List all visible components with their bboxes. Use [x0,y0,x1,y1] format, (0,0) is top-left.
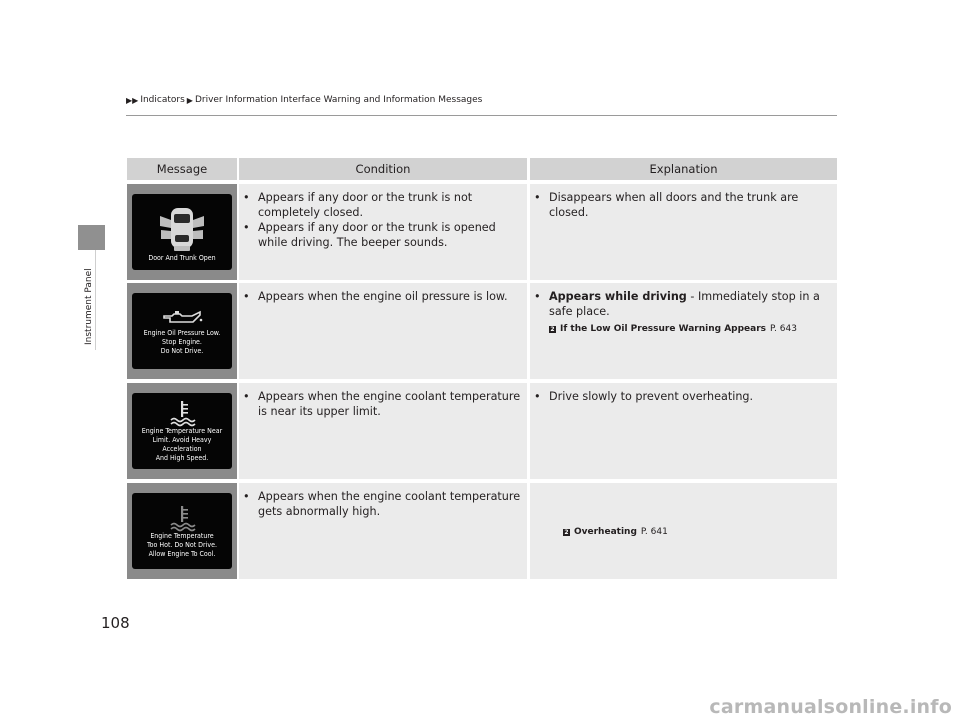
message-caption: Engine Oil Pressure Low. Stop Engine. Do Not Drive. [143,328,221,355]
table-header-condition: Condition [239,158,527,180]
reference-page: P. 643 [770,324,797,334]
condition-item: • Appears if any door or the trunk is not completely closed. [243,190,521,220]
cross-reference[interactable] [549,322,831,337]
reference-arrow-icon: 2 [564,528,569,536]
table-row [127,383,837,479]
page-number: 108 [101,614,130,632]
car-doors-open-icon [152,202,212,254]
oil-can-icon [160,307,204,329]
explanation-item: • Disappears when all doors and the trunk are closed. [534,190,831,220]
explanation-item: • Drive slowly to prevent overheating. [534,389,831,404]
explanation-bold: Appears while driving [549,290,687,303]
message-cell [127,283,237,379]
breadcrumb-level-1[interactable]: Indicators [140,95,185,105]
table-header-message: Message [127,158,237,180]
breadcrumb-level-2[interactable]: Driver Information Interface Warning and Information Messages [194,95,483,105]
reference-title: Overheating [574,527,637,537]
watermark: carmanualsonline.info [709,696,952,718]
message-caption: Engine Temperature Near Limit. Avoid Heavy Acceleration And High Speed. [141,427,223,462]
condition-cell [239,483,527,579]
condition-item: • Appears if any door or the trunk is opened while driving. The beeper sounds. [243,220,521,250]
table-header-explanation: Explanation [530,158,837,180]
section-divider [95,250,96,350]
message-screen [132,393,232,469]
section-label: Instrument Panel [84,268,94,345]
table-row [127,184,837,280]
coolant-temperature-icon [167,399,197,427]
reference-title: If the Low Oil Pressure Warning Appears [560,324,767,334]
breadcrumb-arrow-icon: ▶ [186,95,193,105]
message-cell [127,483,237,579]
message-cell [127,383,237,479]
message-cell [127,184,237,280]
section-tab-marker [78,225,105,250]
explanation-cell [530,283,837,379]
condition-cell [239,184,527,280]
explanation-cell [530,483,837,579]
explanation-item [534,289,831,337]
explanation-cell [530,383,837,479]
breadcrumb [126,95,482,105]
reference-arrow-icon: 2 [550,326,555,333]
coolant-temperature-icon [167,504,197,532]
table-row [127,483,837,579]
message-caption: Engine Temperature Too Hot. Do Not Drive. Allow Engine To Cool. [147,531,217,558]
breadcrumb-arrow-icon: ▶▶ [126,95,139,105]
explanation-cell [530,184,837,280]
header-rule [126,115,837,116]
condition-cell [239,283,527,379]
condition-item: • Appears when the engine coolant temperature gets abnormally high. [243,489,521,519]
condition-item: • Appears when the engine oil pressure is low. [243,289,521,304]
cross-reference[interactable] [563,527,668,537]
message-caption: Door And Trunk Open [148,253,216,262]
explanation-text: - Immediately stop in a safe place. [549,290,820,318]
message-screen [132,194,232,270]
table-row [127,283,837,379]
condition-item: • Appears when the engine coolant temperature is near its upper limit. [243,389,521,419]
reference-page: P. 641 [640,527,668,537]
message-screen [132,293,232,369]
condition-cell [239,383,527,479]
message-screen [132,493,232,569]
